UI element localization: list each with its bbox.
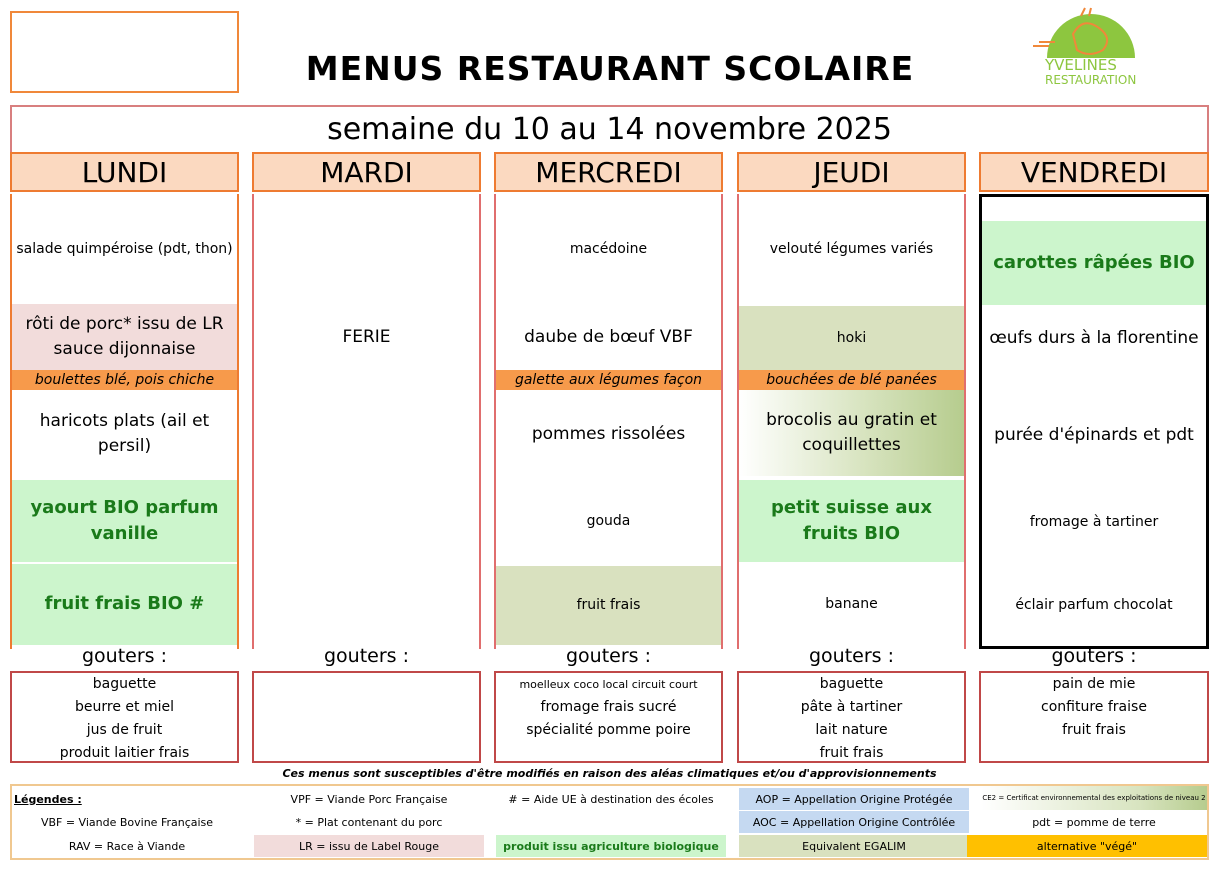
dessert: fruit frais [496, 566, 721, 645]
gouters-title: gouters : [808, 645, 895, 667]
day-header-jeudi: JEUDI [737, 152, 966, 192]
gouter-item: moelleux coco local circuit court [519, 678, 698, 691]
day-header-vendredi: VENDREDI [979, 152, 1209, 192]
gouter-item: baguette [819, 676, 884, 692]
legend-label-rouge: LR = issu de Label Rouge [254, 835, 484, 857]
day-header-mercredi: MERCREDI [494, 152, 723, 192]
plat-principal: œufs durs à la florentine [989, 327, 1199, 348]
gouters-box-mercredi [494, 671, 723, 763]
gouter-item: lait nature [815, 722, 888, 738]
gouter-item: spécialité pomme poire [526, 722, 691, 738]
legend-vbf: VBF = Viande Bovine Française [40, 815, 214, 829]
laitage: fromage à tartiner [1029, 513, 1159, 530]
accompagnement: pommes rissolées [531, 423, 686, 444]
laitage: gouda [586, 512, 631, 529]
legend-bio: produit issu agriculture biologique [496, 835, 726, 857]
legend-ce2: CE2 = Certificat environnemental des exploitations de niveau 2 [981, 786, 1207, 810]
entree: carottes râpées BIO [982, 221, 1206, 305]
alternative-vege: boulettes blé, pois chiche [12, 370, 237, 390]
legend-porc: * = Plat contenant du porc [295, 815, 443, 829]
legend-title: Légendes : [14, 792, 82, 806]
header-empty-box [10, 11, 239, 93]
disclaimer: Ces menus sont susceptibles d'être modifiés en raison des aléas climatiques et/ou d'approvisionnements [282, 766, 937, 780]
legend-vpf: VPF = Viande Porc Française [290, 792, 448, 806]
menu-column-lundi [10, 194, 239, 649]
laitage: yaourt BIO parfum vanille [12, 480, 237, 562]
svg-text:RESTAURATION: RESTAURATION [1045, 73, 1137, 87]
ferie-label: FERIE [342, 326, 391, 347]
gouters-title: gouters : [323, 645, 410, 667]
gouter-item: jus de fruit [86, 722, 163, 738]
svg-text:YVELINES: YVELINES [1045, 56, 1117, 74]
gouter-item: beurre et miel [75, 699, 174, 715]
day-header-mardi: MARDI [252, 152, 481, 192]
gouter-item: fromage frais sucré [540, 699, 677, 715]
plat-principal: hoki [739, 306, 964, 370]
gouters-box-lundi [10, 671, 239, 763]
day-header-lundi: LUNDI [10, 152, 239, 192]
legend-egalim: Equivalent EGALIM [739, 835, 969, 857]
gouters-title: gouters : [565, 645, 652, 667]
legend-pdt: pdt = pomme de terre [1032, 815, 1156, 829]
accompagnement: haricots plats (ail et persil) [39, 411, 210, 456]
legend-aoc: AOC = Appellation Origine Contrôlée [739, 811, 969, 833]
gouter-item: produit laitier frais [59, 745, 190, 761]
legend-aide-ue: # = Aide UE à destination des écoles [508, 792, 714, 806]
dessert: banane [825, 596, 878, 613]
laitage: petit suisse aux fruits BIO [739, 480, 964, 562]
menu-column-vendredi [979, 194, 1209, 649]
menu-column-mercredi [494, 194, 723, 649]
entree: salade quimpéroise (pdt, thon) [16, 240, 233, 257]
entree: macédoine [569, 240, 648, 257]
gouters-box-mardi [252, 671, 481, 763]
gouter-item: pâte à tartiner [800, 699, 903, 715]
week-title: semaine du 10 au 14 novembre 2025 [327, 111, 892, 147]
accompagnement: brocolis au gratin et coquillettes [739, 390, 964, 476]
gouters-title: gouters : [1051, 645, 1137, 667]
plat-principal: rôti de porc* issu de LR sauce dijonnaise [12, 304, 237, 370]
alternative-vege: bouchées de blé panées [739, 370, 964, 390]
gouters-title: gouters : [81, 645, 168, 667]
accompagnement: purée d'épinards et pdt [994, 424, 1194, 445]
legend-vege: alternative "végé" [967, 835, 1207, 857]
gouter-item: pain de mie [1052, 676, 1136, 692]
alternative-vege: galette aux légumes façon [496, 370, 721, 390]
gouter-item: fruit frais [1062, 722, 1126, 738]
gouters-box-vendredi [979, 671, 1209, 763]
gouters-box-jeudi [737, 671, 966, 763]
plat-principal: daube de bœuf VBF [524, 326, 693, 347]
legend-box [10, 784, 1209, 860]
page-title: MENUS RESTAURANT SCOLAIRE [305, 48, 915, 88]
gouter-item: fruit frais [819, 745, 884, 761]
legend-rav: RAV = Race à Viande [68, 839, 186, 853]
entree: velouté légumes variés [769, 240, 934, 257]
menu-column-mardi [252, 194, 481, 649]
dessert: éclair parfum chocolat [1015, 596, 1173, 613]
legend-aop: AOP = Appellation Origine Protégée [739, 788, 969, 810]
gouter-item: confiture fraise [1041, 699, 1147, 715]
dessert: fruit frais BIO # [12, 564, 237, 645]
yvelines-restauration-logo [1025, 6, 1155, 92]
menu-column-jeudi [737, 194, 966, 649]
gouter-item: baguette [92, 676, 157, 692]
